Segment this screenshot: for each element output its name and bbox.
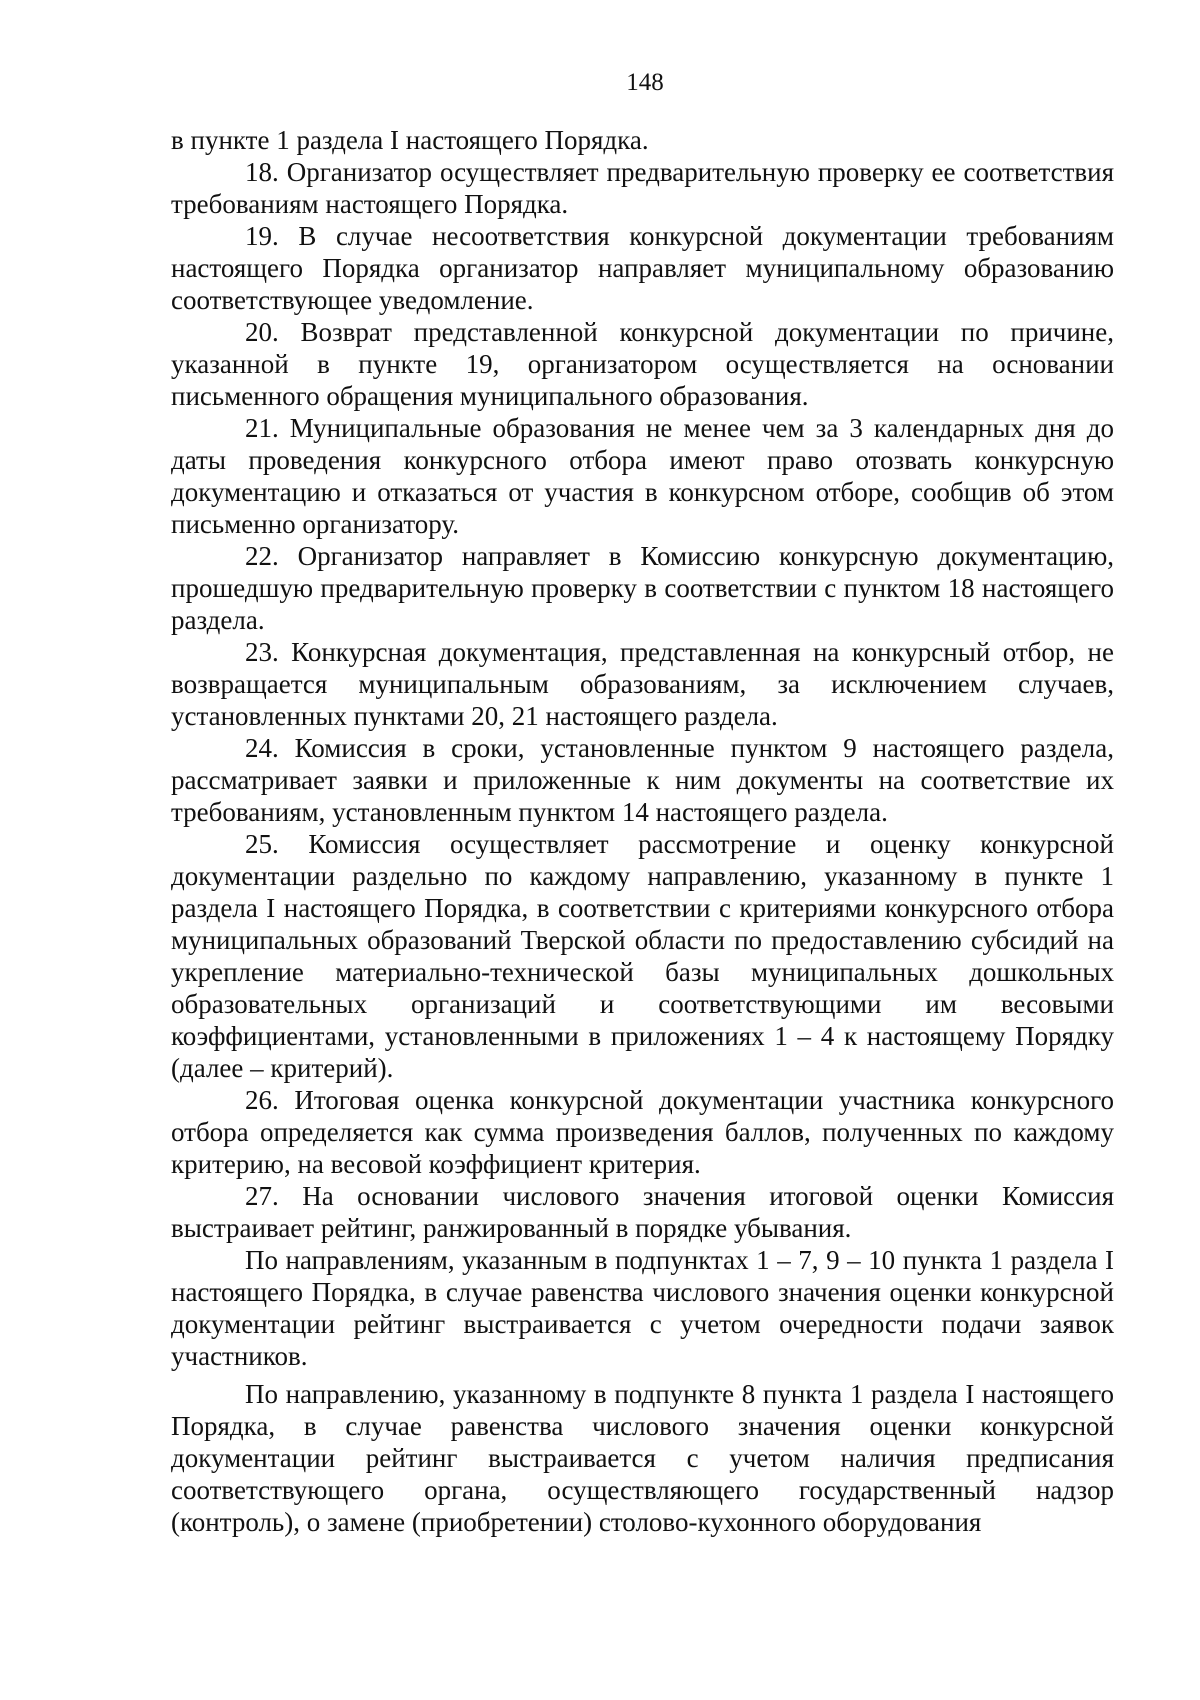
paragraph-19: 19. В случае несоответствия конкурсной документации требованиям настоящего Порядка организатор направляет муниципальному образованию соответствующее уведомление. [171, 221, 1114, 315]
paragraph-27-directions-1-7: По направлениям, указанным в подпунктах 1 – 7, 9 – 10 пункта 1 раздела I настоящего Порядка, в случае равенства числового значения оценки конкурсной документации рейтинг выстраивается с учетом очередности подачи заявок участников. [171, 1245, 1114, 1371]
paragraph-27-direction-8: По направлению, указанному в подпункте 8 пункта 1 раздела I настоящего Порядка, в случае равенства числового значения оценки конкурсной документации рейтинг выстраивается с учетом наличия предписания соответствующего органа, осуществляющего государственный надзор (контроль), о замене (приобретении) столово-кухонного оборудования [171, 1379, 1114, 1537]
paragraph-18: 18. Организатор осуществляет предварительную проверку ее соответствия требованиям настоящего Порядка. [171, 157, 1114, 219]
paragraph-21: 21. Муниципальные образования не менее чем за 3 календарных дня до даты проведения конкурсного отбора имеют право отозвать конкурсную документацию и отказаться от участия в конкурсном отборе, сообщив об этом письменно организатору. [171, 413, 1114, 539]
page-number: 148 [626, 69, 664, 96]
paragraph-25: 25. Комиссия осуществляет рассмотрение и оценку конкурсной документации раздельно по каждому направлению, указанному в пункте 1 раздела I настоящего Порядка, в соответствии с критериями конкурсного отбора муниципальных образований Тверской области по предоставлению субсидий на укрепление материально-технической базы муниципальных дошкольных образовательных организаций и соответствующими им весовыми коэффициентами, установленными в приложениях 1 – 4 к настоящему Порядку (далее – критерий). [171, 829, 1114, 1083]
paragraph-26: 26. Итоговая оценка конкурсной документации участника конкурсного отбора определяется как сумма произведения баллов, полученных по каждому критерию, на весовой коэффициент критерия. [171, 1085, 1114, 1179]
paragraph-24: 24. Комиссия в сроки, установленные пунктом 9 настоящего раздела, рассматривает заявки и приложенные к ним документы на соответствие их требованиям, установленным пунктом 14 настоящего раздела. [171, 733, 1114, 827]
document-body [171, 124, 1114, 1538]
paragraph-23: 23. Конкурсная документация, представленная на конкурсный отбор, не возвращается муниципальным образованиям, за исключением случаев, установленных пунктами 20, 21 настоящего раздела. [171, 637, 1114, 731]
paragraph-27: 27. На основании числового значения итоговой оценки Комиссия выстраивает рейтинг, ранжированный в порядке убывания. [171, 1181, 1114, 1243]
paragraph-22: 22. Организатор направляет в Комиссию конкурсную документацию, прошедшую предварительную проверку в соответствии с пунктом 18 настоящего раздела. [171, 541, 1114, 635]
paragraph-20: 20. Возврат представленной конкурсной документации по причине, указанной в пункте 19, организатором осуществляется на основании письменного обращения муниципального образования. [171, 317, 1114, 411]
paragraph-continuation: в пункте 1 раздела I настоящего Порядка. [171, 125, 649, 155]
